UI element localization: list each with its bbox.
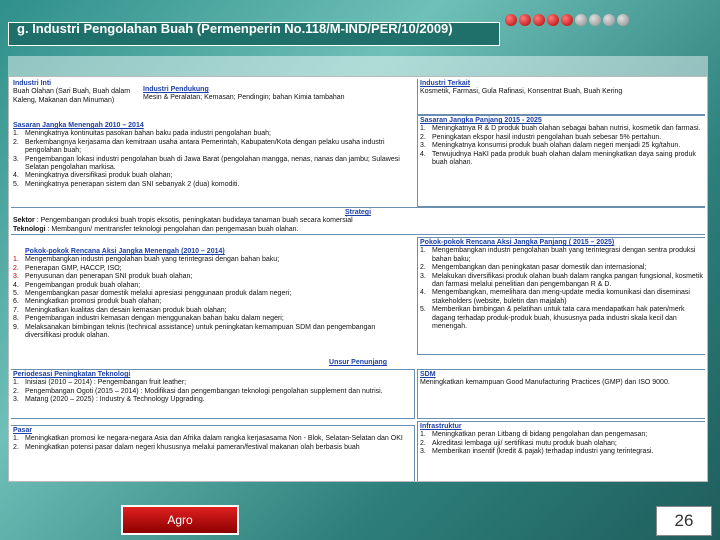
list-item: 1. Meningkatkan promosi ke negara-negara Asia dan Afrika dalam rangka kerjasasama Non - Blok, Selatan-Selatan dan OKI bbox=[13, 435, 403, 443]
list-item: 4. Mengembangkan, memelihara dan meng-update media komunikasi dan diseminasi stakeholders (website, buletin dan majalah) bbox=[420, 289, 690, 305]
red-dot-icon bbox=[561, 14, 573, 26]
sasaran-menengah-heading: Sasaran Jangka Menengah 2010 – 2014 bbox=[13, 122, 144, 129]
list-item: 5. Mengembangkan pasar domestik melalui apresiasi penggunaan produk dalam negeri; bbox=[13, 290, 292, 298]
grey-dot-icon bbox=[603, 14, 615, 26]
rencana-panjang-heading: Pokok-pokok Rencana Aksi Jangka Panjang ( 2015 – 2025) bbox=[420, 239, 615, 246]
grey-dot-icon bbox=[617, 14, 629, 26]
sasaran-menengah-box bbox=[11, 121, 415, 207]
industri-pendukung-text: Mesin & Peralatan; Kemasan; Pendingin; bahan Kimia tambahan bbox=[143, 94, 345, 102]
industri-inti-heading: Industri Inti bbox=[13, 80, 52, 87]
page-number: 26 bbox=[656, 506, 712, 536]
red-dot-icon bbox=[519, 14, 531, 26]
industri-inti-text: Buah Olahan (Sari Buah, Buah dalam Kaleng, Makanan dan Minuman) bbox=[13, 88, 131, 104]
list-item: 2. Pengembangan Ogoti (2015 – 2014) : Modifikasi dan pengembangan teknologi pengolahan supplement dan nutrisi. bbox=[13, 387, 383, 395]
list-item: 1. Meningkatnya R & D produk buah olahan sebagai bahan nutrisi, kosmetik dan farmasi. bbox=[420, 125, 701, 133]
periodesasi-heading: Periodesasi Peningkatan Teknologi bbox=[13, 371, 131, 378]
decorative-dots bbox=[505, 14, 629, 26]
list-item: 1. Meningkatnya kontinuitas pasokan bahan baku pada industri pengolahan buah; bbox=[13, 130, 271, 138]
list-item: 5. Meningkatnya penerapan sistem dan SNI sebanyak 2 (dua) komoditi. bbox=[13, 180, 240, 188]
list-item: 3. Memberikan insentif (kredit & pajak) terhadap industri yang terintegrasi. bbox=[420, 448, 654, 456]
list-item: 5. Memberikan bimbingan & pelatihan untuk tata cara mendapatkan hak paten/merk dagang terhadap produk-produk buah, khususnya pada industri skala kecil dan menengah. bbox=[420, 306, 685, 331]
unsur-penunjang-heading: Unsur Penunjang bbox=[329, 359, 387, 366]
red-dot-icon bbox=[533, 14, 545, 26]
list-item: 4. Meningkatnya diversifikasi produk buah olahan; bbox=[13, 172, 173, 180]
strategi-sektor: Sektor : Pengembangan produksi buah tropis eksotis, peningkatan budidaya tanaman buah secara komersial bbox=[13, 217, 353, 225]
list-item: 8. Pengembangan industri kemasan dengan menggunakan bahan baku dalam negeri; bbox=[13, 315, 284, 323]
strategi-heading: Strategi bbox=[344, 209, 372, 216]
list-item: 9. Melaksanakan bimbingan teknis (technical assistance) untuk peningkatan kemampuan SDM dan pengembangan diversifikasi produk olahan. bbox=[13, 323, 376, 340]
strategi-box bbox=[11, 207, 705, 235]
list-item: 3. Matang (2020 – 2025) : Industry & Technology Upgrading. bbox=[13, 396, 205, 404]
slide-title-text: g. Industri Pengolahan Buah (Permenperin No.118/M-IND/PER/10/2009) bbox=[17, 22, 453, 36]
grey-dot-icon bbox=[589, 14, 601, 26]
list-item: 7. Meningkatkan kualitas dan desain kemasan produk buah olahan; bbox=[13, 306, 227, 314]
sdm-heading: SDM bbox=[420, 371, 436, 378]
industri-pendukung-box bbox=[141, 85, 411, 115]
list-item: 2. Akreditasi lembaga uji/ sertifikasi mutu produk buah olahan; bbox=[420, 439, 617, 447]
list-item: 2. Meningkatkan potensi pasar dalam negeri khususnya melalui pameran/festival makanan olah berbasis buah bbox=[13, 443, 360, 451]
red-dot-icon bbox=[547, 14, 559, 26]
header-strip bbox=[8, 56, 708, 76]
list-item: 3. Melakukan diversifikasi produk olahan buah dalam rangka pangan fungsional, kosmetik dan farmasi melalui penelitian dan pengembangan R & D. bbox=[420, 272, 703, 289]
infrastruktur-heading: Infrastruktur bbox=[420, 423, 462, 430]
list-item: 2. Mengembangkan dan peningkatan pasar domestik dan internasional; bbox=[420, 264, 647, 272]
sdm-box bbox=[417, 369, 705, 419]
list-item: 2. Penerapan GMP, HACCP, ISO; bbox=[13, 264, 122, 272]
list-item: 4. Terwujudnya HaKI pada produk buah olahan dalam meningkatkan daya saing produk buah olahan. bbox=[420, 150, 696, 167]
sasaran-panjang-box bbox=[417, 115, 705, 207]
list-item: 1. Mengembangkan industri pengolahan buah yang terintegrasi dengan bahan baku; bbox=[13, 256, 280, 264]
industri-inti-box bbox=[11, 79, 141, 119]
list-item: 1. Inisiasi (2010 – 2014) : Pengembangan fruit leather; bbox=[13, 379, 187, 387]
rencana-menengah-box bbox=[11, 247, 415, 363]
periodesasi-box bbox=[11, 369, 415, 419]
infrastruktur-box bbox=[417, 421, 705, 481]
pasar-box bbox=[11, 425, 415, 481]
rencana-panjang-box bbox=[417, 237, 705, 355]
rencana-menengah-heading: Pokok-pokok Rencana Aksi Jangka Menengah (2010 – 2014) bbox=[25, 248, 225, 255]
industri-terkait-text: Kosmetik, Farmasi, Gula Rafinasi, Konsentrat Buah, Buah Kering bbox=[420, 88, 623, 96]
sasaran-panjang-heading: Sasaran Jangka Panjang 2015 - 2025 bbox=[420, 117, 542, 124]
list-item: 3. Penyusunan dan penerapan SNI produk buah olahan; bbox=[13, 273, 193, 281]
list-item: 1. Mengembangkan industri pengolahan buah yang terintegrasi dengan sentra produksi bahan baku; bbox=[420, 247, 696, 263]
pasar-heading: Pasar bbox=[13, 427, 33, 434]
list-item: 4. Pengembangan produk buah olahan; bbox=[13, 281, 141, 289]
list-item: 3. Meningkatnya konsumsi produk buah olahan dalam negeri menjadi 25 kg/tahun. bbox=[420, 142, 681, 150]
list-item: 6. Meningkatkan promosi produk buah olahan; bbox=[13, 298, 162, 306]
list-item: 2. Berkembangnya kerjasama dan kemitraan usaha antara Pemerintah, Kabupaten/Kota dengan pelaku usaha industri pengolahan buah; bbox=[13, 138, 385, 155]
sdm-text: Meningkatkan kemampuan Good Manufacturing Practices (GMP) dan ISO 9000. bbox=[420, 379, 670, 387]
agro-button[interactable]: Agro bbox=[121, 505, 239, 535]
industri-terkait-heading: Industri Terkait bbox=[420, 80, 471, 87]
list-item: 1. Meningkatkan peran Litbang di bidang pengolahan dan pengemasan; bbox=[420, 431, 648, 439]
strategi-teknologi: Teknologi : Membangun/ mentransfer teknologi pengolahan dan pengemasan buah olahan. bbox=[13, 225, 299, 233]
red-dot-icon bbox=[505, 14, 517, 26]
list-item: 2. Peningkatan ekspor hasil industri pengolahan buah sebesar 5% pertahun. bbox=[420, 133, 662, 141]
industri-terkait-box bbox=[417, 79, 705, 115]
content-panel bbox=[8, 76, 708, 482]
slide-title bbox=[8, 22, 500, 46]
grey-dot-icon bbox=[575, 14, 587, 26]
list-item: 3. Pengembangan lokasi industri pengolahan buah di Jawa Barat (pengolahan mangga, nenas, nanas dan jambu; Sulawesi Selatan pengolahan markisa. bbox=[13, 155, 400, 172]
industri-pendukung-heading: Industri Pendukung bbox=[143, 86, 209, 93]
